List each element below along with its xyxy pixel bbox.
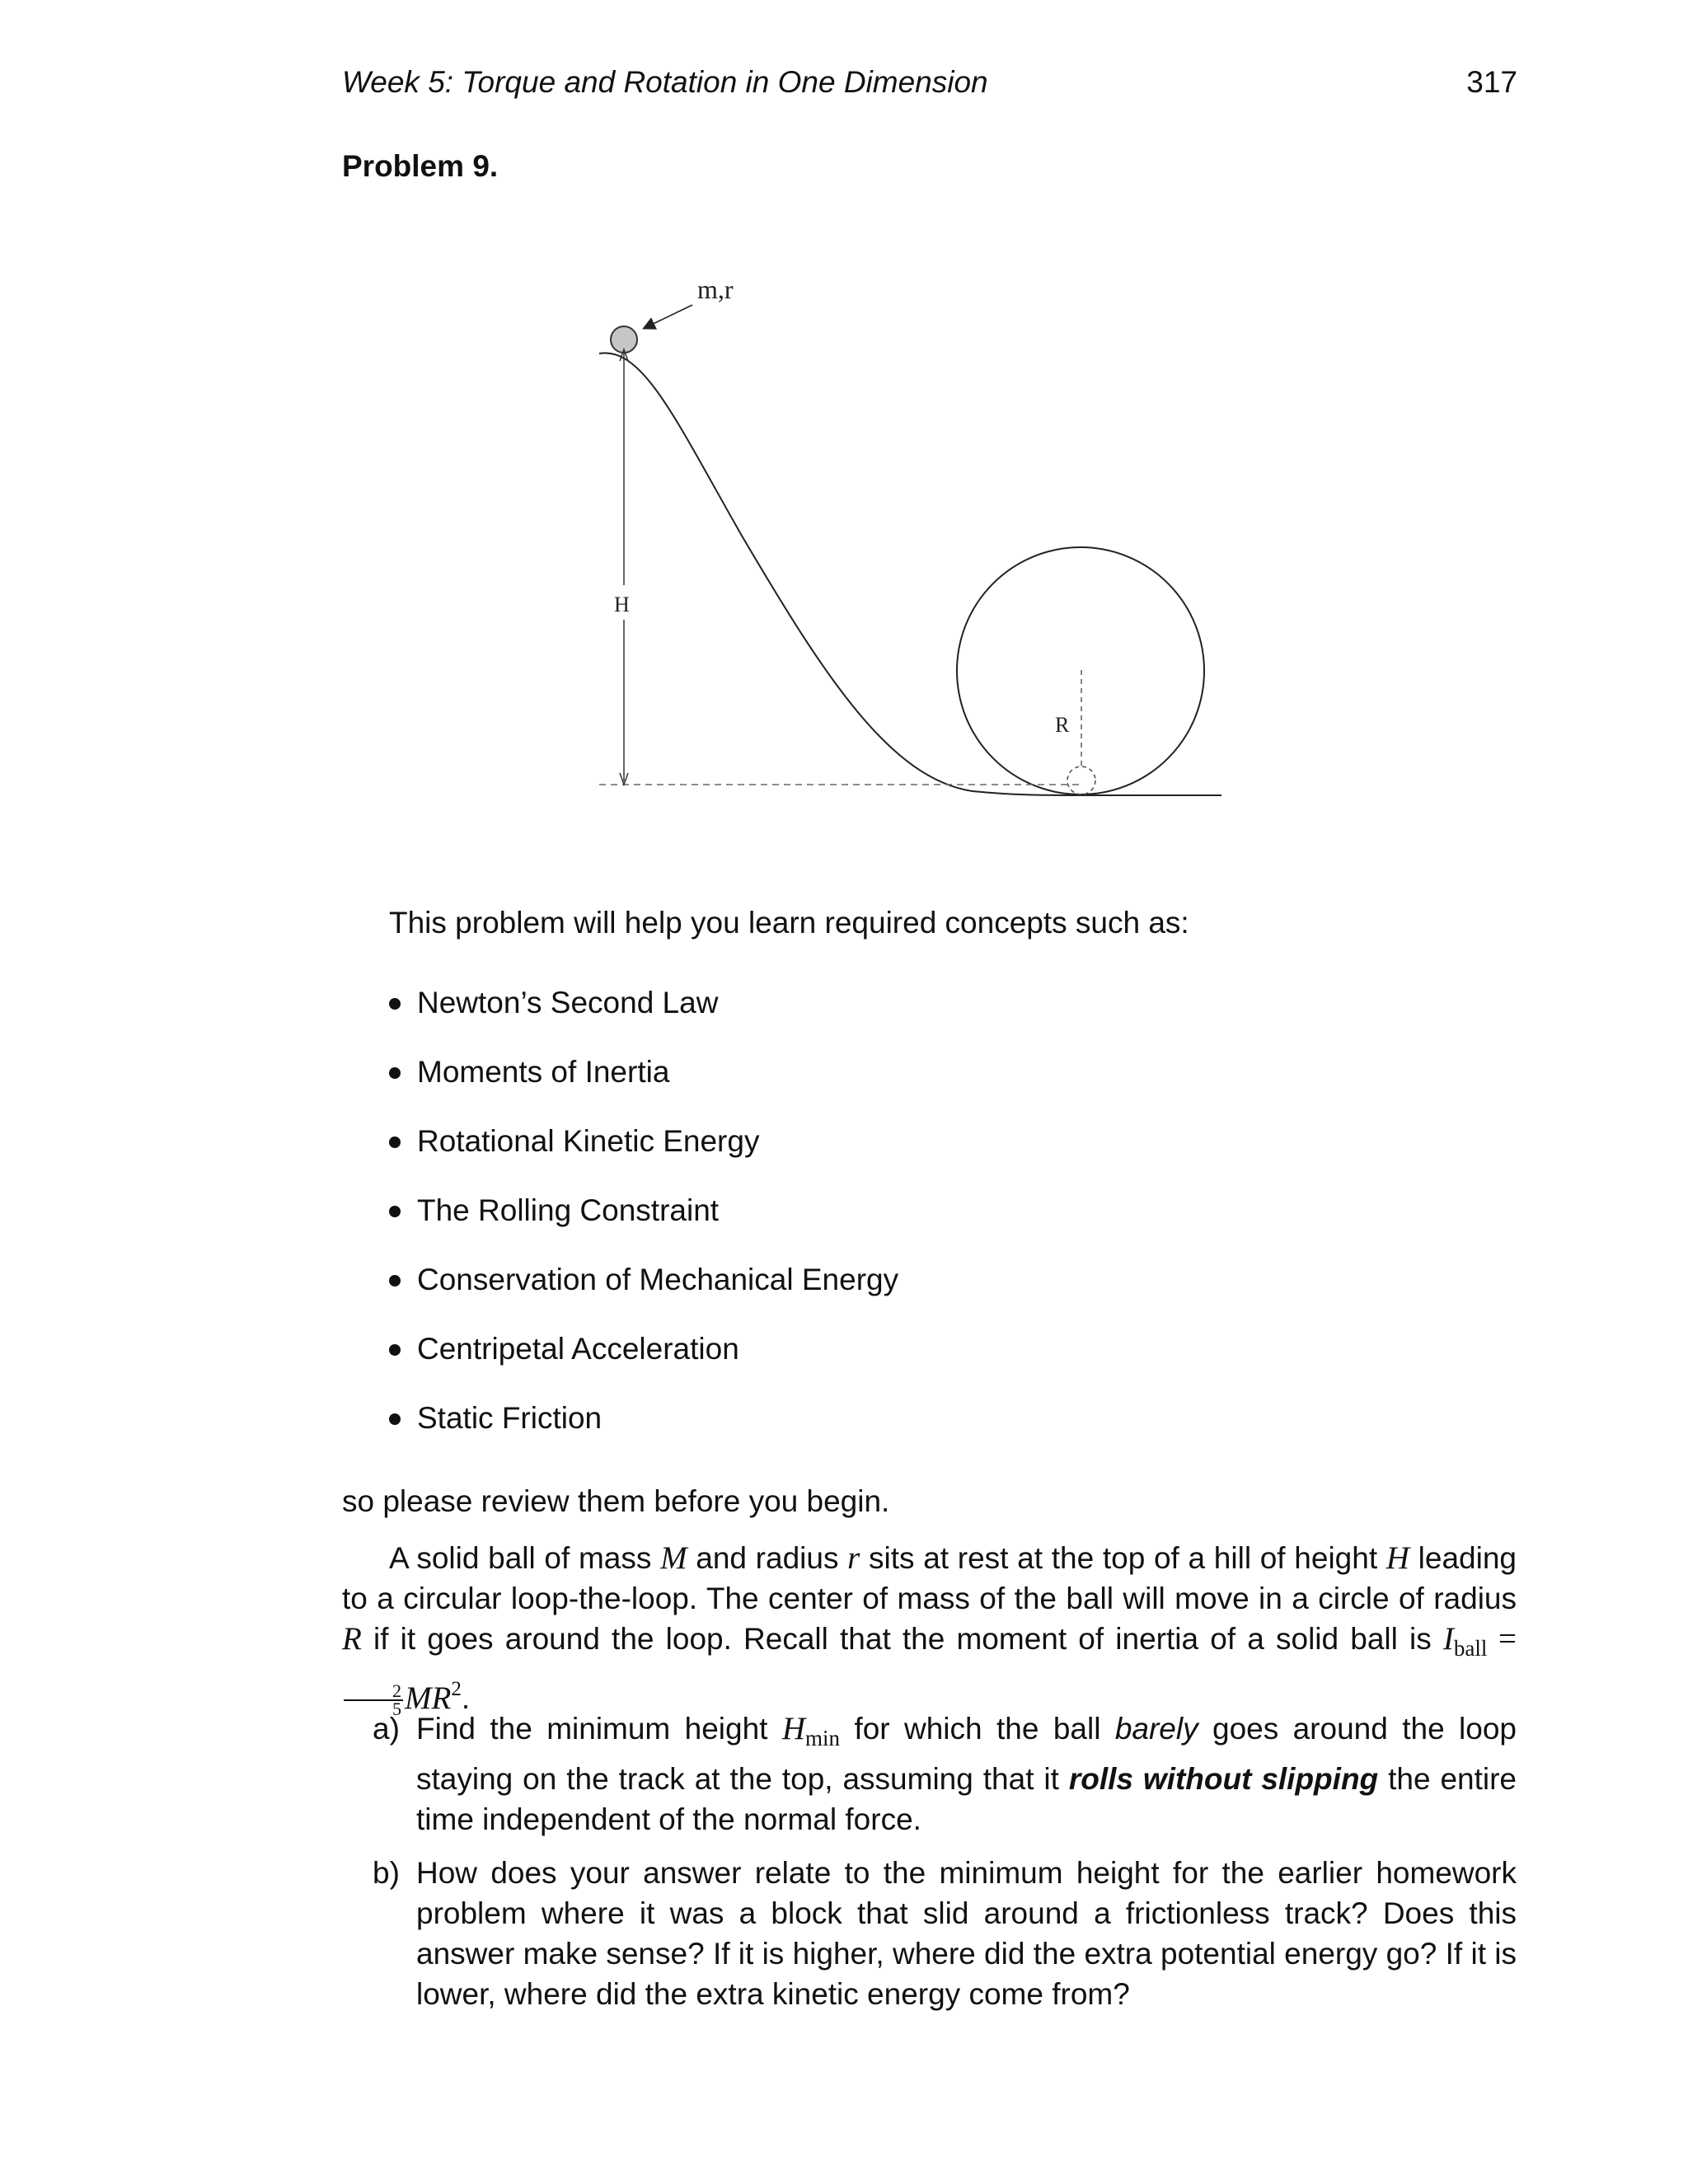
page-number: 317 bbox=[1466, 65, 1517, 99]
list-item bbox=[386, 1400, 898, 1469]
fraction-denominator: 5 bbox=[392, 1699, 401, 1720]
concept-label: Static Friction bbox=[417, 1401, 603, 1435]
question-a bbox=[373, 1708, 1517, 1840]
concept-label: Rotational Kinetic Energy bbox=[417, 1124, 760, 1158]
intro-text: This problem will help you learn required concepts such as: bbox=[389, 906, 1189, 940]
loop-circle bbox=[957, 547, 1204, 794]
concept-label: Centripetal Acceleration bbox=[417, 1332, 739, 1366]
loop-the-loop-figure bbox=[577, 264, 1253, 824]
ball-bottom-dashed bbox=[1067, 766, 1095, 794]
concept-label: The Rolling Constraint bbox=[417, 1193, 720, 1227]
hill-track bbox=[599, 353, 1080, 795]
list-item bbox=[386, 1193, 898, 1262]
list-item bbox=[386, 1262, 898, 1331]
list-item bbox=[386, 1054, 898, 1123]
emphasis-rolls-without-slipping: rolls without slipping bbox=[1068, 1762, 1379, 1796]
math-H: H bbox=[1386, 1540, 1409, 1576]
math-H: H bbox=[781, 1711, 806, 1746]
ball-pointer-arrow bbox=[645, 305, 692, 328]
concept-label: Moments of Inertia bbox=[417, 1055, 670, 1089]
question-a-text: Find the minimum height $H_{min}$ for which the ball barely goes around the loop staying on the track at the top, assuming that it rolls without slipping the entire time independent of the normal force. bbox=[416, 1711, 1517, 1836]
problem-title: Problem 9. bbox=[342, 149, 499, 183]
radius-label: R bbox=[1055, 713, 1070, 737]
list-item bbox=[386, 985, 898, 1054]
closing-text: so please review them before you begin. bbox=[342, 1484, 890, 1518]
ball-label: m,r bbox=[697, 274, 734, 304]
bullet-icon bbox=[389, 1067, 401, 1079]
question-a-label: a) bbox=[373, 1712, 400, 1746]
math-MR: MR bbox=[405, 1680, 452, 1716]
question-b-label: b) bbox=[373, 1856, 400, 1890]
concept-label: Conservation of Mechanical Energy bbox=[417, 1263, 899, 1296]
list-item bbox=[386, 1123, 898, 1193]
bullet-icon bbox=[389, 1275, 401, 1286]
list-item bbox=[386, 1331, 898, 1400]
concept-list bbox=[386, 985, 898, 1469]
math-I-subscript: ball bbox=[1453, 1636, 1488, 1661]
bullet-icon bbox=[389, 1206, 401, 1217]
math-R: R bbox=[342, 1621, 362, 1657]
math-equals: = bbox=[1487, 1621, 1517, 1657]
height-label: H bbox=[614, 593, 630, 616]
bullet-icon bbox=[389, 1413, 401, 1425]
question-b-text: How does your answer relate to the minimum height for the earlier homework problem where it was a block that slid around a frictionless track? Does this answer make sense? If it is higher, where did the extra potential energy go? If it is lower, where did the extra kinetic energy come from? bbox=[416, 1856, 1517, 2011]
header-title: Week 5: Torque and Rotation in One Dimension bbox=[342, 65, 988, 99]
math-M: M bbox=[660, 1540, 687, 1576]
math-H-subscript: min bbox=[805, 1726, 841, 1750]
concept-label: Newton’s Second Law bbox=[417, 986, 719, 1019]
bullet-icon bbox=[389, 1137, 401, 1148]
bullet-icon bbox=[389, 1344, 401, 1356]
fraction-numerator: 2 bbox=[344, 1683, 403, 1701]
emphasis-barely: barely bbox=[1114, 1712, 1198, 1746]
math-superscript: 2 bbox=[451, 1678, 462, 1700]
bullet-icon bbox=[389, 998, 401, 1010]
math-r: r bbox=[847, 1540, 860, 1576]
question-b bbox=[373, 1853, 1517, 2014]
math-I: I bbox=[1442, 1621, 1454, 1657]
problem-statement: A solid ball of mass M and radius r sits at rest at the top of a hill of height H leading to a circular loop-the-loop. The center of mass of the ball will move in a circle of radius R if it goes around the loop. Recall that the moment of inertia of a solid ball is $I_{ball}$ = $\frac{2}{5}$ $MR^2$. bbox=[342, 1540, 1517, 1720]
